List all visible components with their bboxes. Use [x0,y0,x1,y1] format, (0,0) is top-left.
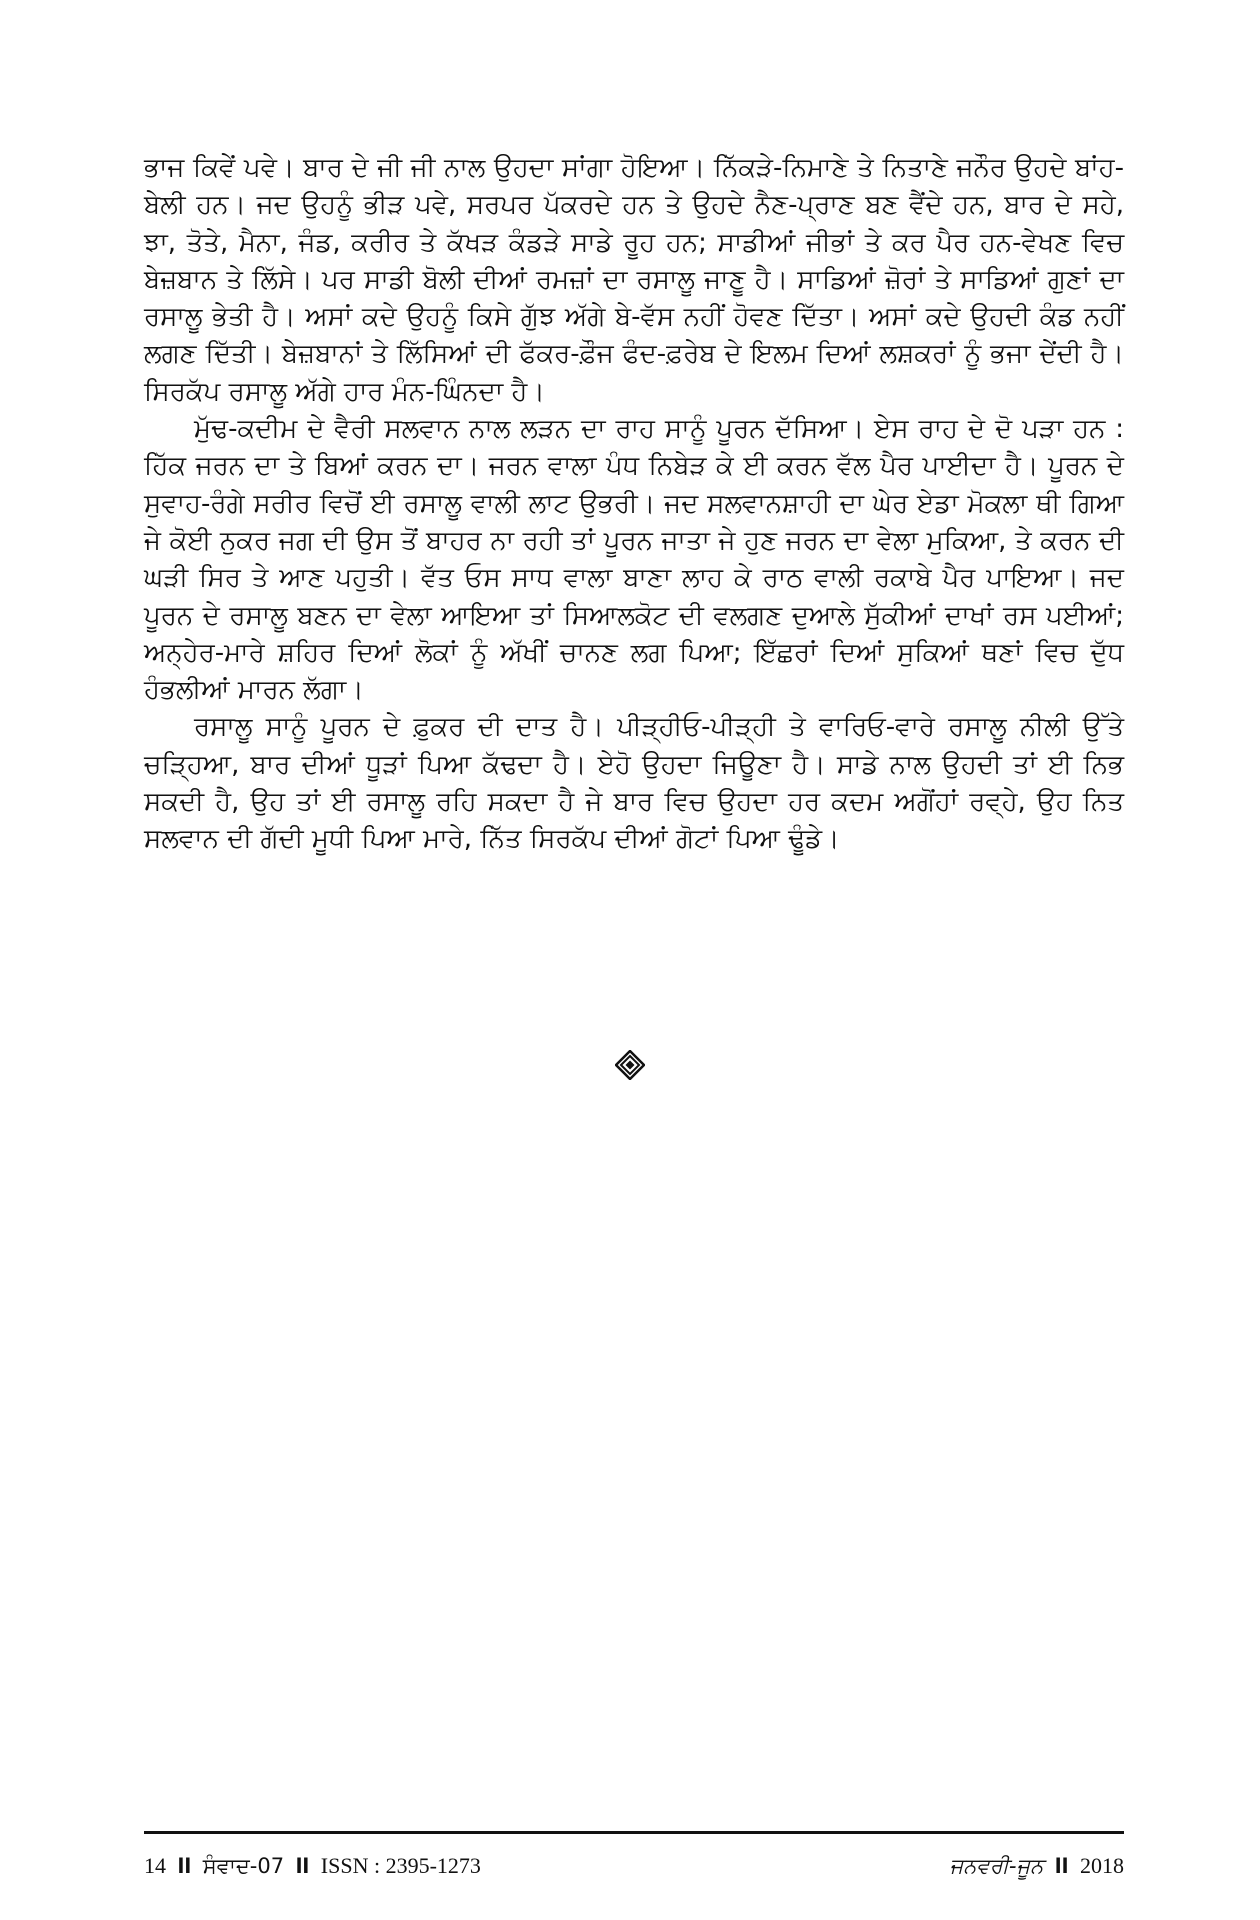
footer-left [144,1846,481,1886]
footer-right [950,1846,1124,1886]
footer-separator: ll [1054,1854,1069,1878]
page-footer [144,1846,1124,1886]
paragraph-2: ਮੁੱਢ-ਕਦੀਮ ਦੇ ਵੈਰੀ ਸਲਵਾਨ ਨਾਲ ਲੜਨ ਦਾ ਰਾਹ ਸਾਨੂੰ ਪੂਰਨ ਦੱਸਿਆ। ਏਸ ਰਾਹ ਦੇ ਦੋ ਪੜਾ ਹਨ : ਹਿੱਕ ਜਰਨ ਦਾ ਤੇ ਬਿਆਂ ਕਰਨ ਦਾ। ਜਰਨ ਵਾਲਾ ਪੰਧ ਨਿਬੇੜ ਕੇ ਈ ਕਰਨ ਵੱਲ ਪੈਰ ਪਾਈਦਾ ਹੈ। ਪੂਰਨ ਦੇ ਸੁਵਾਹ-ਰੰਗੇ ਸਰੀਰ ਵਿਚੋਂ ਈ ਰਸਾਲੂ ਵਾਲੀ ਲਾਟ ਉਭਰੀ। ਜਦ ਸਲਵਾਨਸ਼ਾਹੀ ਦਾ ਘੇਰ ਏਡਾ ਮੋਕਲਾ ਥੀ ਗਿਆ ਜੇ ਕੋਈ ਨੁਕਰ ਜਗ ਦੀ ਉਸ ਤੋਂ ਬਾਹਰ ਨਾ ਰਹੀ ਤਾਂ ਪੂਰਨ ਜਾਤਾ ਜੇ ਹੁਣ ਜਰਨ ਦਾ ਵੇਲਾ ਮੁਕਿਆ, ਤੇ ਕਰਨ ਦੀ ਘੜੀ ਸਿਰ ਤੇ ਆਣ ਪਹੁਤੀ। ਵੱਤ ਓਸ ਸਾਧ ਵਾਲਾ ਬਾਣਾ ਲਾਹ ਕੇ ਰਾਠ ਵਾਲੀ ਰਕਾਬੇ ਪੈਰ ਪਾਇਆ। ਜਦ ਪੂਰਨ ਦੇ ਰਸਾਲੂ ਬਣਨ ਦਾ ਵੇਲਾ ਆਇਆ ਤਾਂ ਸਿਆਲਕੋਟ ਦੀ ਵਲਗਣ ਦੁਆਲੇ ਸੁੱਕੀਆਂ ਦਾਖਾਂ ਰਸ ਪਈਆਂ; ਅਨ੍ਹੇਰ-ਮਾਰੇ ਸ਼ਹਿਰ ਦਿਆਂ ਲੋਕਾਂ ਨੂੰ ਅੱਖੀਂ ਚਾਨਣ ਲਗ ਪਿਆ; ਇੱਛਰਾਂ ਦਿਆਂ ਸੁਕਿਆਂ ਥਣਾਂ ਵਿਚ ਦੁੱਧ ਹੰਭਲੀਆਂ ਮਾਰਨ ਲੱਗਾ। [144,414,1124,706]
footer-separator: ll [177,1854,192,1878]
issue-period: ਜਨਵਰੀ-ਜੂਨ [949,1854,1044,1878]
main-text [144,150,1124,859]
journal-name: ਸੰਵਾਦ-07 [202,1854,285,1878]
diamond-ornament-icon [615,1050,645,1080]
issn: ISSN : 2395-1273 [320,1853,481,1878]
footer-rule [144,1831,1124,1834]
issue-year: 2018 [1080,1853,1124,1878]
page-number: 14 [144,1853,166,1878]
paragraph-1: ਭਾਜ ਕਿਵੇਂ ਪਵੇ। ਬਾਰ ਦੇ ਜੀ ਜੀ ਨਾਲ ਉਹਦਾ ਸਾਂਗਾ ਹੋਇਆ। ਨਿੱਕੜੇ-ਨਿਮਾਣੇ ਤੇ ਨਿਤਾਣੇ ਜਨੌਰ ਉਹਦੇ ਬਾਂਹ-ਬੇਲੀ ਹਨ। ਜਦ ਉਹਨੂੰ ਭੀੜ ਪਵੇ, ਸਰਪਰ ਪੱਕਰਦੇ ਹਨ ਤੇ ਉਹਦੇ ਨੈਣ-ਪ੍ਰਾਣ ਬਣ ਵੈਂਦੇ ਹਨ, ਬਾਰ ਦੇ ਸਹੇ, ਝਾ, ਤੋਤੇ, ਮੈਨਾ, ਜੰਡ, ਕਰੀਰ ਤੇ ਕੱਖੜ ਕੰਡੜੇ ਸਾਡੇ ਰੂਹ ਹਨ; ਸਾਡੀਆਂ ਜੀਭਾਂ ਤੇ ਕਰ ਪੈਰ ਹਨ-ਵੇਖਣ ਵਿਚ ਬੇਜ਼ਬਾਨ ਤੇ ਲਿੱਸੇ। ਪਰ ਸਾਡੀ ਬੋਲੀ ਦੀਆਂ ਰਮਜ਼ਾਂ ਦਾ ਰਸਾਲੂ ਜਾਣੂ ਹੈ। ਸਾਡਿਆਂ ਜ਼ੋਰਾਂ ਤੇ ਸਾਡਿਆਂ ਗੁਣਾਂ ਦਾ ਰਸਾਲੂ ਭੇਤੀ ਹੈ। ਅਸਾਂ ਕਦੇ ਉਹਨੂੰ ਕਿਸੇ ਗੁੱਝ ਅੱਗੇ ਬੇ-ਵੱਸ ਨਹੀਂ ਹੋਵਣ ਦਿੱਤਾ। ਅਸਾਂ ਕਦੇ ਉਹਦੀ ਕੰਡ ਨਹੀਂ ਲਗਣ ਦਿੱਤੀ। ਬੇਜ਼ਬਾਨਾਂ ਤੇ ਲਿੱਸਿਆਂ ਦੀ ਫੱਕਰ-ਫ਼ੌਜ ਫੰਦ-ਫ਼ਰੇਬ ਦੇ ਇਲਮ ਦਿਆਂ ਲਸ਼ਕਰਾਂ ਨੂੰ ਭਜਾ ਦੇਂਦੀ ਹੈ। ਸਿਰਕੱਪ ਰਸਾਲੂ ਅੱਗੇ ਹਾਰ ਮੰਨ-ਘਿੰਨਦਾ ਹੈ। [144,153,1124,407]
footer-separator: ll [295,1854,310,1878]
paragraph-3: ਰਸਾਲੂ ਸਾਨੂੰ ਪੂਰਨ ਦੇ ਫ਼ੁਕਰ ਦੀ ਦਾਤ ਹੈ। ਪੀੜ੍ਹੀਓ-ਪੀੜ੍ਹੀ ਤੇ ਵਾਰਿਓ-ਵਾਰੇ ਰਸਾਲੂ ਨੀਲੀ ਉੱਤੇ ਚੜ੍ਹਿਆ, ਬਾਰ ਦੀਆਂ ਧੂੜਾਂ ਪਿਆ ਕੱਢਦਾ ਹੈ। ਏਹੋ ਉਹਦਾ ਜਿਊਣਾ ਹੈ। ਸਾਡੇ ਨਾਲ ਉਹਦੀ ਤਾਂ ਈ ਨਿਭ ਸਕਦੀ ਹੈ, ਉਹ ਤਾਂ ਈ ਰਸਾਲੂ ਰਹਿ ਸਕਦਾ ਹੈ ਜੇ ਬਾਰ ਵਿਚ ਉਹਦਾ ਹਰ ਕਦਮ ਅਗੋਂਹਾਂ ਰਵ੍ਹੇ, ਉਹ ਨਿਤ ਸਲਵਾਨ ਦੀ ਗੱਦੀ ਮੂਧੀ ਪਿਆ ਮਾਰੇ, ਨਿੱਤ ਸਿਰਕੱਪ ਦੀਆਂ ਗੋਟਾਂ ਪਿਆ ਢੂੰਡੇ। [144,712,1124,855]
